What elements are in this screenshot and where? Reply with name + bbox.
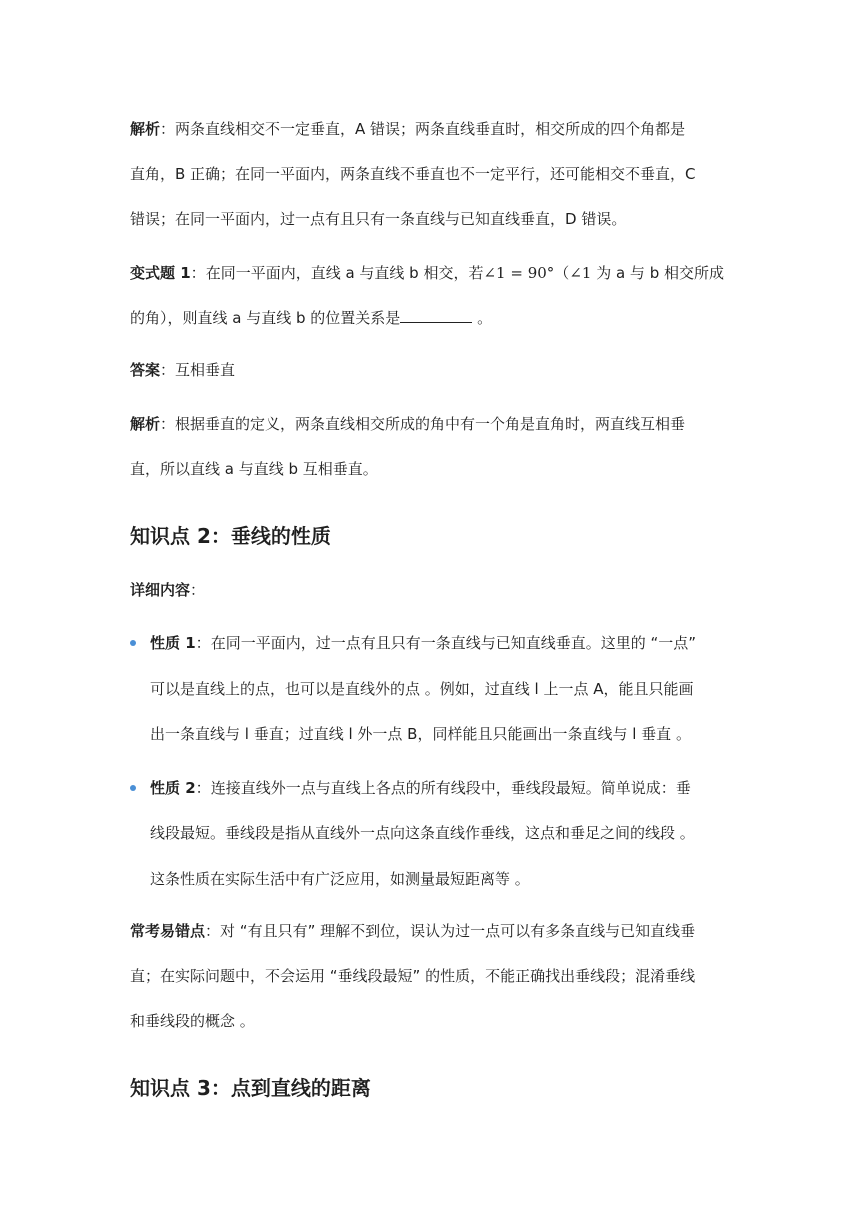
analysis-line-3: 错误；在同一平面内，过一点有且只有一条直线与已知直线垂直，D 错误。: [130, 210, 627, 228]
variant-period: 。: [472, 309, 493, 327]
analysis-label: 解析: [130, 120, 161, 138]
property1-line-2: 可以是直线上的点，也可以是直线外的点 。例如，过直线 l 上一点 A，能且只能画: [150, 680, 694, 698]
details-line: [130, 567, 730, 613]
property1-line-3: 出一条直线与 l 垂直；过直线 l 外一点 B，同样能且只能画出一条直线与 l 垂直 。: [150, 725, 691, 743]
angle-symbol: ∠1: [569, 264, 592, 282]
separator: ：: [160, 415, 176, 433]
variant-paren: （: [554, 264, 570, 282]
mistakes-label: 常考易错点: [130, 922, 206, 940]
variant-text-3: 的角），则直线 a 与直线 b 的位置关系是: [130, 309, 401, 327]
analysis2-text: 根据垂直的定义，两条直线相交所成的角中有一个角是直角时，两直线互相垂: [175, 415, 686, 433]
variant-line-1: [130, 250, 730, 296]
analysis2-line-2: 直，所以直线 a 与直线 b 互相垂直。: [130, 460, 378, 478]
analysis-text: 两条直线相交不一定垂直，A 错误；两条直线垂直时，相交所成的四个角都是: [175, 120, 686, 138]
mistakes-line-1: [130, 908, 730, 954]
separator: ：: [160, 361, 176, 379]
separator: ：: [195, 634, 211, 652]
property1-line-1: [150, 620, 728, 666]
variant-label: 变式题 1: [130, 264, 191, 282]
separator: ：: [160, 120, 176, 138]
property1-text: 在同一平面内，过一点有且只有一条直线与已知直线垂直。这里的 “一点”: [210, 634, 697, 652]
separator: ：: [190, 581, 206, 599]
angle-equation: ∠1 = 90°: [483, 264, 555, 282]
analysis2-line-1: [130, 401, 730, 447]
answer-line: [130, 347, 730, 393]
separator: ：: [190, 264, 206, 282]
analysis-line-2: 直角，B 正确；在同一平面内，两条直线不垂直也不一定平行，还可能相交不垂直，C: [130, 165, 696, 183]
answer-blank: [400, 308, 472, 323]
bullet-dot-icon: [130, 640, 136, 646]
property2-text: 连接直线外一点与直线上各点的所有线段中，垂线段最短。简单说成：垂: [210, 779, 691, 797]
mistakes-line-2: 直；在实际问题中，不会运用 “垂线段最短” 的性质，不能正确找出垂线段；混淆垂线: [130, 967, 696, 985]
analysis-line-1: [130, 106, 730, 152]
variant-text-2: 为 a 与 b 相交所成: [591, 264, 724, 282]
details-label: 详细内容: [130, 581, 191, 599]
answer-label: 答案: [130, 361, 161, 379]
property2-line-3: 这条性质在实际生活中有广泛应用，如测量最短距离等 。: [150, 870, 530, 888]
mistakes-line-3: 和垂线段的概念 。: [130, 1012, 255, 1030]
separator: ：: [205, 922, 221, 940]
section-heading-2: 知识点 2：垂线的性质: [130, 524, 331, 548]
bullet-dot-icon: [130, 785, 136, 791]
answer-text: 互相垂直: [175, 361, 236, 379]
property1-label: 性质 1: [150, 634, 196, 652]
mistakes-text: 对 “有且只有” 理解不到位，误认为过一点可以有多条直线与已知直线垂: [220, 922, 696, 940]
variant-line-2: [130, 295, 730, 341]
separator: ：: [195, 779, 211, 797]
analysis2-label: 解析: [130, 415, 161, 433]
property2-label: 性质 2: [150, 779, 196, 797]
variant-text: 在同一平面内，直线 a 与直线 b 相交，若: [205, 264, 484, 282]
property2-line-1: [150, 765, 728, 811]
section-heading-3: 知识点 3：点到直线的距离: [130, 1076, 371, 1100]
property2-line-2: 线段最短。垂线段是指从直线外一点向这条直线作垂线，这点和垂足之间的线段 。: [150, 824, 695, 842]
